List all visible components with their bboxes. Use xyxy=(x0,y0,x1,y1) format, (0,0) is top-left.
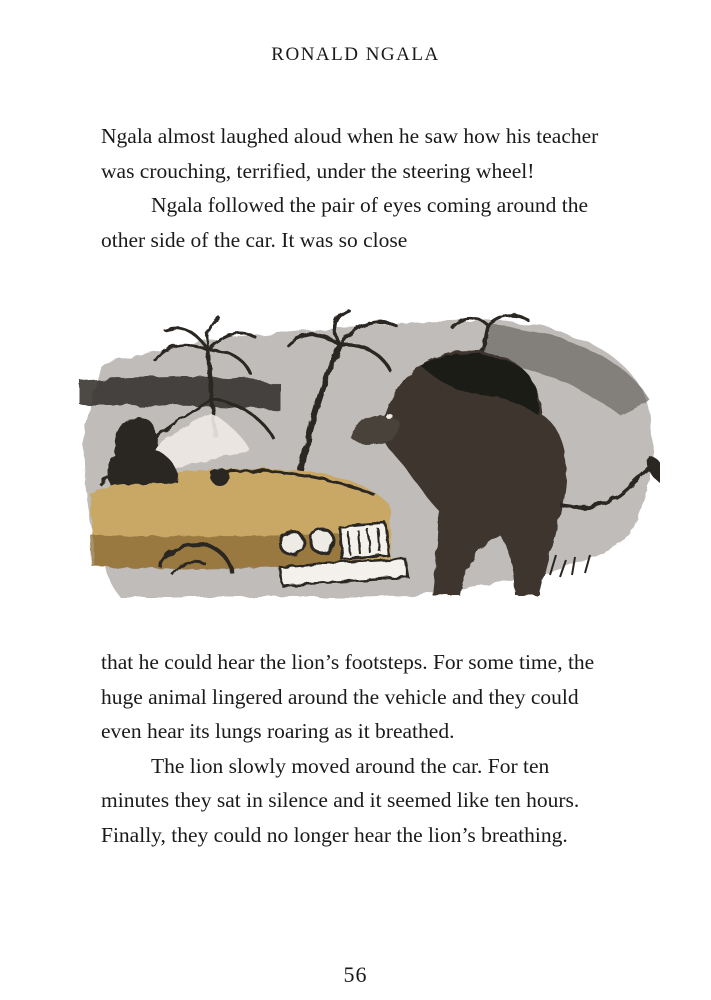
paragraph: Ngala almost laughed aloud when he saw how his teacher was crouching, terrified, under the steering wheel! xyxy=(101,124,599,183)
lion-car-illustration xyxy=(60,305,660,605)
text-block-bottom xyxy=(101,645,621,852)
paragraph: Ngala followed the pair of eyes coming around the other side of the car. It was so close xyxy=(101,193,589,252)
paragraph: that he could hear the lion’s footsteps. For some time, the huge animal lingered around the vehicle and they could even hear its lungs roaring as it breathed. xyxy=(101,650,595,743)
paragraph: The lion slowly moved around the car. For ten minutes they sat in silence and it seemed like ten hours. Finally, they could no longer hear the lion’s breathing. xyxy=(101,753,580,847)
running-head: RONALD NGALA xyxy=(271,44,440,65)
page-number: 56 xyxy=(343,962,368,987)
text-block-top xyxy=(101,119,621,257)
